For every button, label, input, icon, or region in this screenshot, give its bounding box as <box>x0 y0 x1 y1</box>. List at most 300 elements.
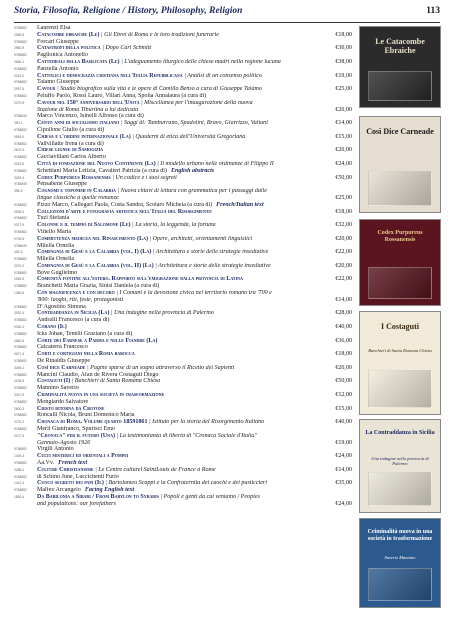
entry-line <box>14 474 352 481</box>
entry-price: €12,00 <box>335 392 352 399</box>
entry-author: De Rinaldis Giuseppe <box>37 358 91 365</box>
entry-price: €30,00 <box>335 45 352 52</box>
isbn-code: 3938-4 <box>14 209 25 214</box>
entry-subtitle: | Bartolomeo Scappi e la Confraternita dei cuochi e dei pasticcieri <box>103 480 267 487</box>
isbn-code: 9788882 <box>14 202 27 207</box>
isbn-code: 0250-2 <box>14 325 25 330</box>
entry-title: Culti misterici ed orientali a Pompei <box>37 453 129 460</box>
catalog-entry <box>14 243 352 257</box>
catalog-entry <box>14 487 352 507</box>
entry-line <box>14 467 352 474</box>
entry-title: Così dice Carneade <box>37 364 86 371</box>
catalog-entry <box>14 372 352 386</box>
section-title: Storia, Filosofia, Religione / History, Philosophy, Religion <box>14 6 243 16</box>
entry-line <box>14 433 352 440</box>
isbn-code: 9788882 <box>14 216 27 221</box>
entry-subtitle: Gennaio-Agosto 1926 <box>37 439 91 446</box>
isbn-code: 9788882 <box>14 155 27 160</box>
isbn-code: 9788882 <box>14 127 27 132</box>
entry-author: Milella Ornella <box>37 242 75 249</box>
catalog-entry <box>14 412 352 426</box>
entry-author: Paglionica Antonello <box>37 52 88 59</box>
entry-subtitle: | Nuova chiavi di lettura con grammatica per i passaggi dalle <box>115 188 267 195</box>
isbn-code: 9788882 <box>14 229 27 234</box>
catalog-entry <box>14 385 352 399</box>
entry-price: €38,00 <box>335 58 352 65</box>
entry-subtitle: Stazione di Roma Tiburtina a lui dedicata <box>37 106 139 113</box>
entry-title: Comunità fontine all'estero. Rapporto sull'emigrazione dalla provincia di Latina <box>37 276 243 283</box>
isbn-code: 1853-4 <box>14 494 25 499</box>
entry-title: Committenza medicea nel Rinascimento (La) <box>37 235 148 242</box>
isbn-code: 3269-1 <box>14 365 25 370</box>
catalog-entry <box>14 215 352 229</box>
entry-line <box>14 412 352 419</box>
entry-price: €24,00 <box>335 500 352 507</box>
catalog-entry <box>14 39 352 53</box>
isbn-code: 0023-5 <box>14 161 25 166</box>
entry-price: €20,00 <box>335 147 352 154</box>
entry-title: Catacombe ebraiche (Le) <box>37 31 100 38</box>
language-note: French text <box>58 460 88 466</box>
entry-price: €50,00 <box>335 174 352 181</box>
entry-subtitle: | Analisi di un consenso politico <box>182 72 262 79</box>
catalog-entry <box>14 141 352 155</box>
entry-line <box>14 154 352 161</box>
entry-subtitle: | Banchieri di Santa Romana Chiesa <box>70 378 161 385</box>
entry-title: Cattedrali della Basilicata (Le) <box>37 58 120 65</box>
book-cover[interactable] <box>359 419 441 513</box>
isbn-code: 2270-9 <box>14 100 25 105</box>
catalog-entry <box>14 399 352 413</box>
isbn-code: 3019-2 <box>14 73 25 78</box>
isbn-code: 9788882 <box>14 331 27 336</box>
cover-illustration <box>368 71 432 101</box>
isbn-code: 9788849 <box>14 243 27 248</box>
isbn-code: 9788882 <box>14 80 27 85</box>
isbn-code: 0107-9 <box>14 433 25 438</box>
entry-author: Bove Guglielmo <box>37 269 78 276</box>
isbn-code: 3703-2 <box>14 420 25 425</box>
entry-line <box>14 487 352 494</box>
entry-title: Cavour <box>37 86 56 93</box>
entry-price: €18,00 <box>335 351 352 358</box>
catalog-entry <box>14 168 352 182</box>
entry-price: €28,00 <box>335 310 352 317</box>
entry-line <box>14 256 352 263</box>
catalog-entry <box>14 426 352 446</box>
entry-line <box>14 426 352 433</box>
isbn-code: 9788849 <box>14 114 27 119</box>
isbn-code: 9788882 <box>14 399 27 404</box>
isbn-code: 9788882 <box>14 270 27 275</box>
language-note: French/Italian text <box>216 201 264 208</box>
entry-line <box>14 107 352 114</box>
entry-price: €24,00 <box>335 453 352 460</box>
entry-price: €19,00 <box>335 439 352 446</box>
cover-title: Criminalità nuova in una società in trasformazione <box>367 529 433 542</box>
entry-price: €40,00 <box>335 324 352 331</box>
entry-title: Corano (Il) <box>37 324 67 331</box>
entry-line <box>14 141 352 148</box>
entry-price: €22,00 <box>335 249 352 256</box>
isbn-code: 1409-3 <box>14 454 25 459</box>
entry-subtitle: | Opere, architetti, orientamenti linguistici <box>148 235 253 242</box>
cover-illustration <box>368 370 432 408</box>
entry-title: Cognomi e toponimi in Calabria <box>37 188 116 195</box>
entry-line <box>14 453 352 460</box>
catalog-entry <box>14 358 352 372</box>
cover-title: La Contraddanza in Sicilia <box>365 430 435 436</box>
entry-price: €15,00 <box>335 405 352 412</box>
isbn-code: 454-6 <box>14 250 23 255</box>
isbn-code: 9788882 <box>14 386 27 391</box>
entry-title: Cronaca di Roma. Volume quarto 18591861 <box>37 419 148 426</box>
entry-line <box>14 419 352 426</box>
entry-subtitle: | Un codice e i suoi segreti <box>110 174 177 181</box>
entry-line <box>14 188 352 195</box>
entry-title: Con magnificenza e con decoro <box>37 290 115 297</box>
catalog-list <box>14 25 352 508</box>
entry-author: Merli Gianfranco, Spurisci Emo <box>37 426 115 433</box>
entry-subtitle: | Architettura e storie delle strategie insediative <box>153 262 271 269</box>
catalog-entry <box>14 181 352 201</box>
entry-line <box>14 358 352 365</box>
isbn-code: 3407-9 <box>14 393 25 398</box>
entry-title: Città di fondazione del Nuovo Continente (La) <box>37 160 156 167</box>
entry-title: Compagnia di Gesù e la Calabria (vol. II) (La) <box>37 262 154 269</box>
entry-subtitle: | Istituto per la storia del Risorgimento Italiano <box>147 419 265 426</box>
entry-line <box>14 127 352 134</box>
isbn-code: 1380-5 <box>14 291 25 296</box>
entry-author: Panzella Antonio <box>37 65 79 72</box>
entry-line <box>14 249 352 256</box>
book-cover[interactable] <box>359 26 441 108</box>
isbn-code: 9788882 <box>14 26 27 30</box>
entry-line <box>14 215 352 222</box>
entry-price: €24,00 <box>335 160 352 167</box>
isbn-code: 9788882 <box>14 66 27 71</box>
entry-line <box>14 276 352 283</box>
isbn-code: 9788882 <box>14 284 27 289</box>
entry-line <box>14 440 352 447</box>
cover-subtitle: Banchieri di Santa Romana Chiesa <box>368 348 432 353</box>
catalog-entry <box>14 113 352 127</box>
cover-illustration <box>368 568 432 601</box>
entry-author: D' Agostino Simona <box>37 303 86 310</box>
catalog-entry <box>14 66 352 80</box>
entry-line <box>14 378 352 385</box>
entry-line <box>14 229 352 236</box>
book-cover[interactable] <box>359 219 441 306</box>
entry-line <box>14 93 352 100</box>
entry-line <box>14 236 352 243</box>
entry-title: Chiese lignee di Samogizia <box>37 147 104 154</box>
entry-line <box>14 243 352 250</box>
catalog-entry <box>14 474 352 488</box>
entry-line <box>14 304 352 311</box>
catalog-entry <box>14 93 352 113</box>
entry-price: €14,00 <box>335 296 352 303</box>
entry-title: Compagnia di Gesù e la Calabria (vol. I) (La) <box>37 249 152 256</box>
catalog-entry <box>14 202 352 216</box>
entry-title: Corti e cortigiani nella Roma barocca <box>37 351 135 358</box>
entry-line <box>14 331 352 338</box>
entry-subtitle: | I Comuni e la devozione civica nel territorio romano tra '700 e <box>114 290 272 297</box>
entry-author: Cacciavillani Carlos Alberto <box>37 154 106 161</box>
entry-line <box>14 175 352 182</box>
entry-title: Cristo ritorna da Crotone <box>37 405 105 412</box>
entry-line <box>14 222 352 229</box>
entry-line <box>14 446 352 453</box>
entry-price: €25,00 <box>335 86 352 93</box>
catalog-entry <box>14 25 352 39</box>
cover-title: I Costaguti <box>380 322 419 331</box>
isbn-code: 9788882 <box>14 447 27 452</box>
entry-line <box>14 344 352 351</box>
entry-line <box>14 113 352 120</box>
entry-line <box>14 460 352 467</box>
catalog-entry <box>14 229 352 243</box>
entry-subtitle: | Architettura e storie delle strategie insediative <box>151 249 269 256</box>
entry-line <box>14 365 352 372</box>
entry-line <box>14 392 352 399</box>
isbn-code: 1412-3 <box>14 481 25 486</box>
entry-author: Peluffo Paolo, Rossi Lauro, Villari Anna, Spolia Annalaura (a cura di) <box>37 92 207 99</box>
entry-price: €20,00 <box>335 106 352 113</box>
entry-title: "Cronaca" per il futuro (Una) <box>37 432 115 439</box>
entry-author: Vallvillatte Irena (a cura di) <box>37 140 104 147</box>
isbn-code: 3263-4 <box>14 175 25 180</box>
entry-subtitle: | Pagine sparse di un sogno attraverso il Ricetto dei Sapienti <box>85 364 235 371</box>
entry-title: Chiesa e l'ordine internazionale (La) <box>37 133 131 140</box>
entry-line <box>14 73 352 80</box>
entry-price: €20,00 <box>335 235 352 242</box>
entry-line <box>14 202 352 209</box>
entry-line <box>14 59 352 66</box>
isbn-code: 9788882 <box>14 257 27 262</box>
entry-line <box>14 501 352 508</box>
isbn-code: 9788882 <box>14 318 27 323</box>
entry-author: Pizzo Marco, Callegari Paola, Costa Sandra, Scolaro Michela (a cura di) <box>37 201 213 208</box>
catalog-entry <box>14 317 352 331</box>
entry-price: €40,00 <box>335 419 352 426</box>
isbn-code: 2069-9 <box>14 32 25 37</box>
isbn-code: 9788882 <box>14 461 27 465</box>
isbn-code: 9788882 <box>14 168 27 173</box>
entry-subtitle: | L'adeguamento liturgico delle chiese madri nella regione lucana <box>119 58 281 65</box>
entry-price: €22,00 <box>335 276 352 283</box>
entry-price: €15,00 <box>335 133 352 140</box>
isbn-code: 2997-5 <box>14 87 25 92</box>
entry-title: Criminalità nuova in una società in trasformazione <box>37 392 165 399</box>
catalog-entry <box>14 52 352 66</box>
entry-line <box>14 181 352 188</box>
entry-title: Catastrofi della politica <box>37 45 101 52</box>
entry-author: Branchetti Maria Grazia, Sinisi Daniela (a cura di) <box>37 283 160 290</box>
entry-author: Andralli Francesco (a cura di) <box>37 317 110 324</box>
entry-title: Collezioni d'arte e fotografia artistica nell'Italia del Risorgimento <box>37 208 212 215</box>
isbn-code: 0671-3 <box>14 352 25 357</box>
entry-price: €25,00 <box>335 194 352 201</box>
entry-price: €18,00 <box>335 31 352 38</box>
isbn-code: 0377-9 <box>14 223 25 228</box>
entry-line <box>14 406 352 413</box>
entry-author: Cipollone Giulio (a cura di) <box>37 126 105 133</box>
catalog-entry <box>14 304 352 318</box>
entry-subtitle: | Studio biografico sulla vita e le opere di Camillo Benso a cura di Giuseppe Talamo <box>55 86 262 93</box>
entry-line <box>14 86 352 93</box>
entry-line <box>14 79 352 86</box>
isbn-code: 9788882 <box>14 474 27 479</box>
entry-line <box>14 270 352 277</box>
isbn-code: 398-9 <box>14 189 23 194</box>
entry-line <box>14 209 352 216</box>
entry-title: Culture Christianisme <box>37 466 94 473</box>
entry-author: Tuzi Stefania <box>37 215 70 222</box>
entry-line <box>14 134 352 141</box>
cover-title: Codex Purpureus Rossanensis <box>377 230 423 243</box>
entry-line <box>14 161 352 168</box>
isbn-code: 2960-9 <box>14 46 25 51</box>
entry-price: €18,00 <box>335 208 352 215</box>
entry-subtitle: '800: luoghi, riti, feste, protagonisti <box>37 296 124 303</box>
entry-line <box>14 66 352 73</box>
entry-subtitle: | La storia, la leggenda, la fortuna <box>130 222 216 229</box>
entry-line <box>14 324 352 331</box>
isbn-code: 4660-5 <box>14 338 25 343</box>
catalog-entry <box>14 256 352 270</box>
entry-author: Virgili Antonio <box>37 446 74 453</box>
entry-title: Da Babilonia a Sibari / From Babylon to Sybaris <box>37 493 159 500</box>
entry-title: Corte dei Farnese a Parma e nelle Fiandre (La) <box>37 337 158 344</box>
entry-title: Cuoco segreto dei papi (Il) <box>37 480 104 487</box>
entry-line <box>14 494 352 501</box>
isbn-code: 2600-3 <box>14 406 25 411</box>
entry-line <box>14 399 352 406</box>
isbn-code: 9788882 <box>14 372 27 377</box>
isbn-code: 4198-9 <box>14 379 25 384</box>
entry-title: Cavour nel 150° anniversario dell'Unità <box>37 99 140 106</box>
entry-price: €35,00 <box>335 480 352 487</box>
entry-subtitle: | Gli Ebrei di Roma e le loro tradizioni funerarie <box>99 31 219 38</box>
entry-line <box>14 317 352 324</box>
entry-author: Forcari Giuseppe <box>37 38 79 45</box>
entry-author: Mongiardo Salvatore <box>37 398 89 405</box>
entry-subtitle: | Popoli e genti da cui veniamo / Peoples <box>158 493 260 500</box>
isbn-code: 9788849 <box>14 182 27 187</box>
entry-subtitle: | Saggi di: Tamburrano, Spadolini, Bravo, Giarrizzo, Valiani <box>119 120 268 127</box>
isbn-code: 0706-5 <box>14 236 25 241</box>
catalog-entry <box>14 79 352 93</box>
catalog-entry <box>14 154 352 168</box>
entry-title: Contraddanza in Sicilia (La) <box>37 310 110 317</box>
entry-subtitle: | Il modello urbano nelle ordinanze di Filippo II <box>155 160 274 167</box>
entry-line <box>14 480 352 487</box>
entry-price: €14,00 <box>335 466 352 473</box>
entry-author: Malfeo Arcangelo <box>37 487 81 494</box>
cover-illustration <box>368 472 432 506</box>
isbn-code: 3079-2 <box>14 263 25 268</box>
entry-subtitle: lingue classiche a quelle romanze <box>37 194 119 201</box>
entry-line <box>14 52 352 59</box>
entry-author: Mancini Claudio, Afan de Rivera Costaguti Diego <box>37 371 159 378</box>
entry-line <box>14 263 352 270</box>
entry-author: Aa.Vv. <box>37 460 55 466</box>
isbn-code: 3932-4 <box>14 311 25 316</box>
entry-line <box>14 25 352 32</box>
entry-author: Laurenzi Elsa <box>37 25 71 31</box>
entry-line <box>14 290 352 297</box>
isbn-code: 9788882 <box>14 39 27 44</box>
isbn-code: 1155-5 <box>14 277 25 282</box>
entry-subtitle: | Una indagine nella provincia di Palermo <box>109 310 214 317</box>
entry-title: Codex Purpureus Rossanensis <box>37 174 111 181</box>
entry-subtitle: and populations: our forefathers <box>37 500 116 507</box>
entry-title: Colonne e il tempio di Salomone (Le) <box>37 222 131 229</box>
book-cover[interactable] <box>359 518 441 608</box>
entry-subtitle: | Dopo Carl Schmitt <box>100 45 152 52</box>
cover-title: Le Catacombe Ebraiche <box>375 37 425 56</box>
cover-subtitle: Una indagine nella provincia di Palermo <box>371 456 429 466</box>
entry-line <box>14 283 352 290</box>
entry-line <box>14 147 352 154</box>
entry-line <box>14 195 352 202</box>
book-cover[interactable] <box>359 311 441 415</box>
entry-line <box>14 338 352 345</box>
cover-title: Così Dice Carneade <box>366 127 434 136</box>
entry-line <box>14 310 352 317</box>
entry-subtitle: | Miscellanea per l'inaugurazione della nuova <box>139 99 253 106</box>
entry-line <box>14 297 352 304</box>
entry-title: Costaguti (I) <box>37 378 71 385</box>
entry-title: Cento anni di socialismo italiano <box>37 120 120 127</box>
isbn-code: 9788882 <box>14 93 27 98</box>
entry-subtitle: | Quaderni di etica dell'Università Gregoriana <box>130 133 246 140</box>
entry-price: €20,00 <box>335 364 352 371</box>
catalog-entry <box>14 331 352 345</box>
entry-author: Marco Vincenzo, Isinelli Alfonso (a cura di) <box>37 113 144 120</box>
catalog-entry <box>14 127 352 141</box>
entry-line <box>14 100 352 107</box>
entry-line <box>14 168 352 175</box>
language-note: Facing English text <box>84 487 135 494</box>
isbn-code: 9788882 <box>14 359 27 364</box>
isbn-code: 3288-1 <box>14 467 25 472</box>
book-cover[interactable] <box>359 116 441 213</box>
entry-line <box>14 120 352 127</box>
catalog-entry <box>14 283 352 303</box>
catalog-entry <box>14 460 352 474</box>
cover-illustration <box>368 267 432 299</box>
catalog-entry <box>14 446 352 460</box>
entry-author: Pensabene Giuseppe <box>37 181 87 188</box>
isbn-code: 390-1 <box>14 121 23 126</box>
isbn-code: 9788882 <box>14 427 27 432</box>
catalog-entry <box>14 344 352 358</box>
isbn-code: 9788882 <box>14 53 27 58</box>
entry-line <box>14 351 352 358</box>
entry-author: Vitiello Maria <box>37 228 72 235</box>
entry-subtitle: | Le Centre culturel SaintLouis de France à Rome <box>93 466 216 473</box>
entry-price: €32,00 <box>335 222 352 229</box>
entry-line <box>14 39 352 46</box>
page-number: 113 <box>426 6 440 16</box>
entry-price: €20,00 <box>335 262 352 269</box>
entry-author: di Schino June, Luccichenti Furio <box>37 473 119 480</box>
isbn-code: 9788882 <box>14 141 27 146</box>
entry-author: Calcaterra Francesco <box>37 344 88 351</box>
entry-author: Roncalli Nicola, Bruni Domenico Maria <box>37 412 135 419</box>
